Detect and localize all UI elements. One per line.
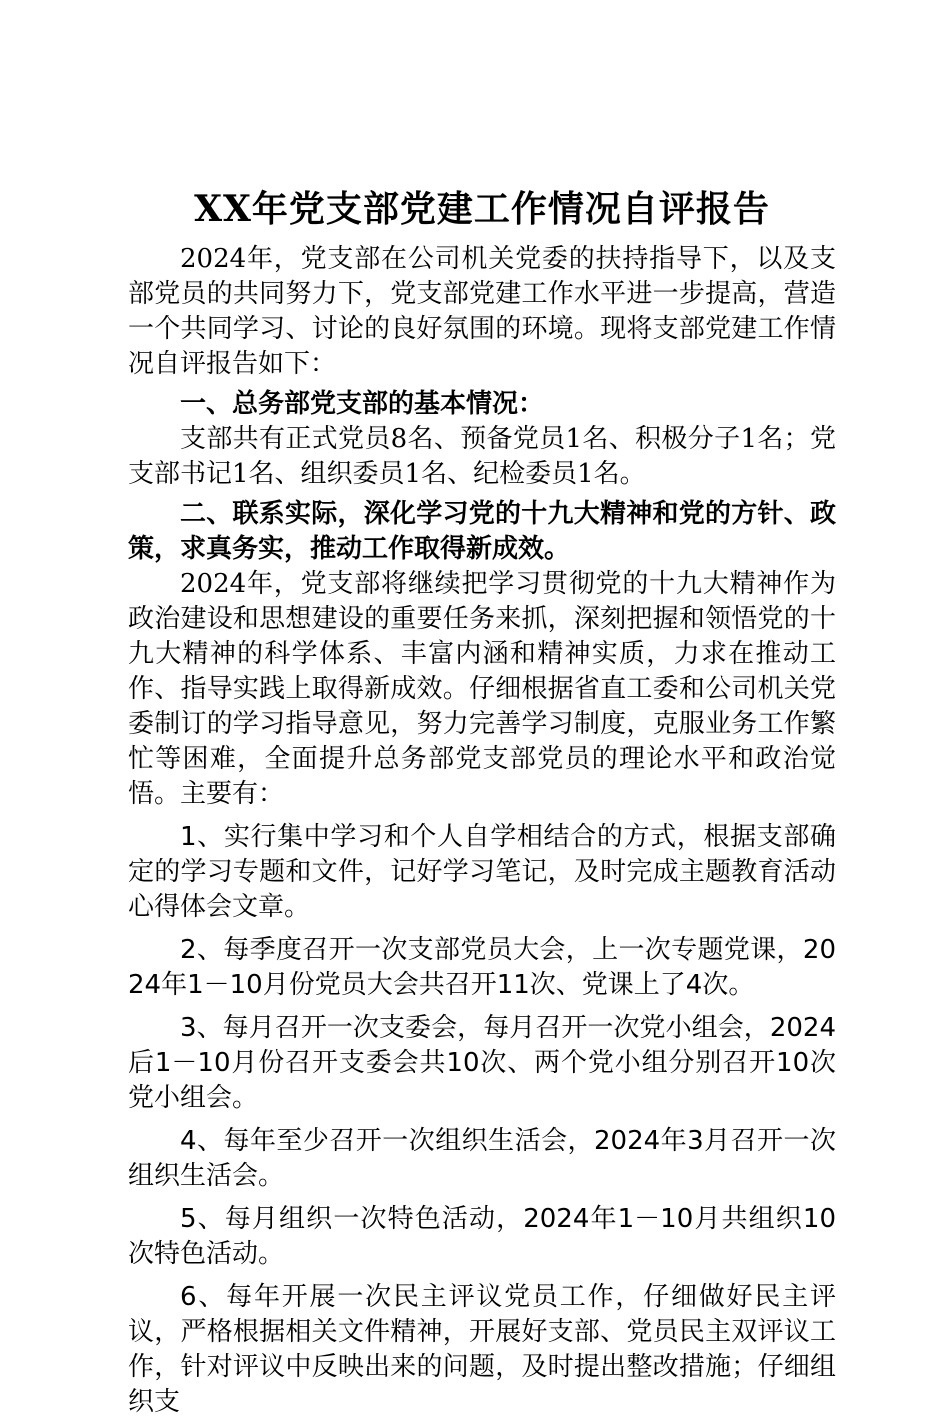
study-overview-paragraph: 2024年，党支部将继续把学习贯彻党的十九大精神作为政治建设和思想建设的重要任务来抓，深刻把握和领悟党的十九大精神的科学体系、丰富内涵和精神实质，力求在推动工作、指导实践上取得新成效。仔细根据省直工委和公司机关党委制订的学习指导意见，努力完善学习制度，克服业务工作繁忙等困难，全面提升总务部党支部党员的理论水平和政治觉悟。主要有： <box>128 569 836 809</box>
section-heading-1: 一、总务部党支部的基本情况： <box>180 389 545 419</box>
list-item-4: 4、每年至少召开一次组织生活会，2024年3月召开一次组织生活会。 <box>128 1126 836 1191</box>
list-item-6: 6、每年开展一次民主评议党员工作，仔细做好民主评议，严格根据相关文件精神，开展好支部、党员民主双评议工作，针对评议中反映出来的问题，及时提出整改措施；仔细组织支 <box>128 1282 836 1417</box>
list-item-2: 2、每季度召开一次支部党员大会，上一次专题党课，2024年1－10月份党员大会共召开11次、党课上了4次。 <box>128 935 836 1000</box>
section-heading-2: 二、联系实际，深化学习党的十九大精神和党的方针、政策，求真务实，推动工作取得新成效。 <box>128 499 836 564</box>
list-item-5: 5、每月组织一次特色活动，2024年1－10月共组织10次特色活动。 <box>128 1204 836 1269</box>
basic-info-paragraph: 支部共有正式党员8名、预备党员1名、积极分子1名；党支部书记1名、组织委员1名、纪检委员1名。 <box>128 424 836 489</box>
list-item-1: 1、实行集中学习和个人自学相结合的方式，根据支部确定的学习专题和文件，记好学习笔记，及时完成主题教育活动心得体会文章。 <box>128 822 836 922</box>
list-item-3: 3、每月召开一次支委会，每月召开一次党小组会，2024后1－10月份召开支委会共10次、两个党小组分别召开10次党小组会。 <box>128 1013 836 1113</box>
document-title: XX年党支部党建工作情况自评报告 <box>194 188 770 230</box>
intro-paragraph: 2024年，党支部在公司机关党委的扶持指导下，以及支部党员的共同努力下，党支部党建工作水平进一步提高，营造一个共同学习、讨论的良好氛围的环境。现将支部党建工作情况自评报告如下： <box>128 244 836 379</box>
document-body <box>128 186 836 1420</box>
